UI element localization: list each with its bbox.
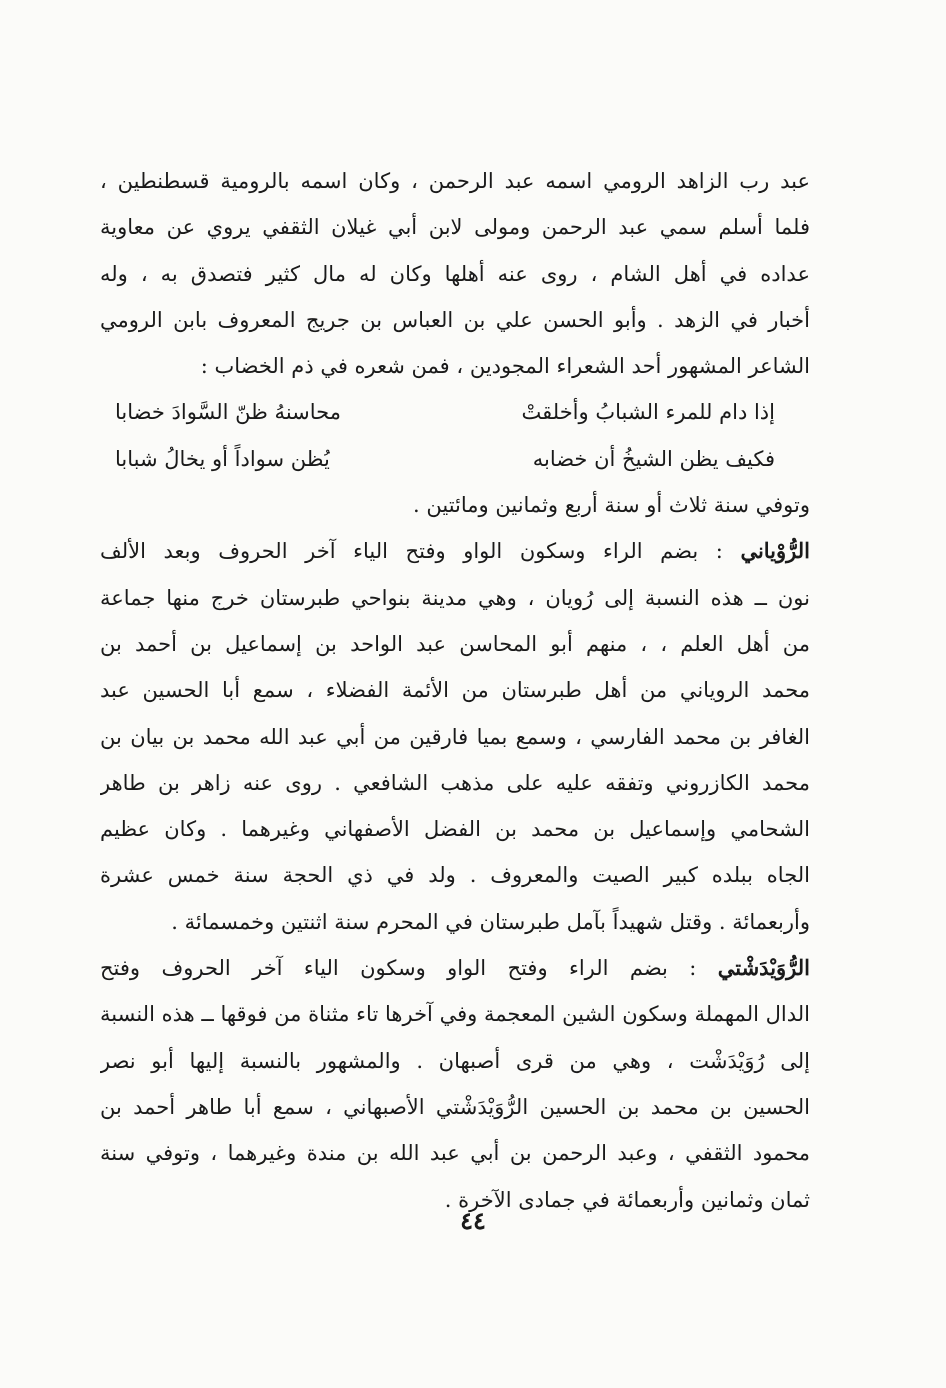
page-body [100, 158, 810, 1223]
verse-second-half: يُظن سواداً أو يخالُ شبابا [115, 446, 330, 471]
text-line: نون ــ هذه النسبة إلى رُويان ، وهي مدينة بنواحي طبرستان خرج منها جماعة [100, 585, 810, 610]
text-line: محمود الثقفي ، وعبد الرحمن بن أبي عبد الله بن مندة وغيرهما ، وتوفي سنة [100, 1141, 810, 1166]
text-line: من أهل العلم ، ، منهم أبو المحاسن عبد الواحد بن إسماعيل بن أحمد بن [100, 631, 810, 656]
verse-second-half: محاسنهُ ظنّ السَّوادَ خضابا [115, 400, 341, 425]
text-line: وتوفي سنة ثلاث أو سنة أربع وثمانين ومائتين . [413, 493, 810, 518]
text-line: الشحامي وإسماعيل بن محمد بن الفضل الأصفهاني وغيرهما . وكان عظيم [100, 817, 810, 842]
entry-heading: الرُّوْياني [740, 538, 810, 564]
page-number: ٤٤ [460, 1206, 486, 1235]
text-line: الشاعر المشهور أحد الشعراء المجودين ، فمن شعره في ذم الخضاب : [200, 354, 810, 379]
text-line: عبد رب الزاهد الرومي اسمه عبد الرحمن ، وكان اسمه بالرومية قسطنطين ، [100, 169, 810, 193]
entry-first-line [100, 945, 810, 991]
text-line: محمد الروياني من أهل طبرستان من الأئمة الفضلاء ، سمع أبا الحسين عبد [100, 678, 810, 703]
text-line: الجاه ببلده كبير الصيت والمعروف . ولد في ذي الحجة سنة خمس عشرة [100, 863, 810, 888]
text-line: إلى رُوَيْدَشْت ، وهي من قرى أصبهان . والمشهور بالنسبة إليها أبو نصر [100, 1048, 810, 1073]
text-line: ثمان وثمانين وأربعمائة في جمادى الآخرة . [444, 1187, 810, 1212]
text-line: فلما أسلم سمي عبد الرحمن ومولى لابن أبي غيلان الثقفي يروي عن معاوية [100, 215, 810, 240]
text-line: عداده في أهل الشام ، روى عنه أهلها وكان له مال كثير فتصدق به ، وله [100, 261, 810, 286]
text-line: الغافر بن محمد الفارسي ، وسمع بميا فارقين من أبي عبد الله محمد بن بيان بن [100, 724, 810, 749]
entry-first-line [100, 528, 810, 574]
poem-verse [100, 436, 810, 482]
entry-text: : بضم الراء وفتح الواو وسكون الياء آخر الحروف وفتح [100, 956, 718, 981]
verse-first-half: فكيف يظن الشيخُ أن خضابه [532, 446, 775, 471]
entry-text: : بضم الراء وسكون الواو وفتح الياء آخر الحروف وبعد الألف [100, 539, 741, 564]
poem-verse [100, 389, 810, 435]
text-line: الحسين بن محمد بن الحسين الرُّوَيْدَشْتي الأصبهاني ، سمع أبا طاهر أحمد بن [100, 1094, 810, 1119]
text-line: الدال المهملة وسكون الشين المعجمة وفي آخرها تاء مثناة من فوقها ــ هذه النسبة [100, 1002, 810, 1027]
text-line: أخبار في الزهد . وأبو الحسن علي بن العباس بن جريج المعروف بابن الرومي [100, 307, 810, 332]
entry-heading: الرُّوَيْدَشْتي [717, 955, 810, 981]
text-line: محمد الكازروني وتفقه عليه على مذهب الشافعي . روى عنه زاهر بن طاهر [100, 770, 810, 795]
verse-first-half: إذا دام للمرء الشبابُ وأخلقتْ [521, 400, 775, 425]
text-line: وأربعمائة . وقتل شهيداً بآمل طبرستان في المحرم سنة اثنتين وخمسمائة . [171, 909, 810, 934]
